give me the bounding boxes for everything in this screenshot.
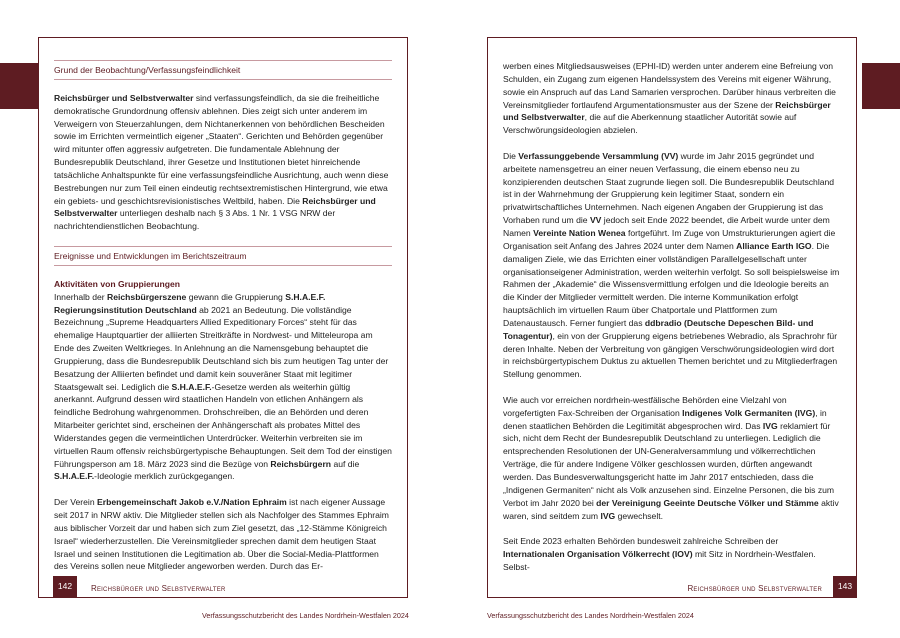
paragraph [54,291,392,484]
paragraph [503,394,841,522]
bold-term: Reichsbürgern [270,458,332,469]
left-page [38,37,408,598]
text-run: -Ideologie merklich zurückgegangen. [94,471,235,482]
bold-term: Erbengemeinschaft Jakob e.V./Nation Ephraim [97,497,287,508]
text-run: sind verfassungsfeindlich, da sie die freiheitliche demokratische Grundordnung offensiv ablehnen. Dies zeigt sich unter anderem im Verweigern von Steuerzahlungen, dem Nichtanerkennen von behördlichen Bescheiden sowie im Errichten vermeintlich eigener „Staaten“. Gerichten und Behörden gegenüber wird mitunter offen aggressiv aufgetreten. Die fundamentale Ablehnung der Bundesrepublik Deutschland, ihrer Gesetze und Institutionen bietet hinreichende tatsächliche Anhaltspunkte für eine verfassungsfeindliche Ausrichtung, auch wenn diese Bestrebungen nur zum Teil einen eindeutig rechtsextremistischen Hintergrund, wie etwa ein gebiets- und geschichtsrevisionistisches Weltbild, haben. Die [54,92,389,206]
paragraph [54,496,392,573]
text-run: jedoch seit Ende 2022 beendet, die Arbeit wurde unter dem Namen [503,215,830,238]
text-run: gewann die Gruppierung [186,291,286,302]
bold-term: S.H.A.E.F. Regierungsinstitution Deutschland [54,291,326,315]
right-side-tab [862,63,900,109]
text-run: mit Sitz in Nordrhein-Westfalen. Selbst- [503,549,816,572]
text-run: , die auf die Aberkennung staatlicher Autorität sowie auf Verschwörungsideologien abzielen. [503,112,797,136]
text-run: , ein von der Gruppierung eigens betriebenes Webradio, als Sprachrohr für deren Inhalte. Neben der Verbreitung von gängigen Verschwörungsideologien wird dort in reichsbürgertypischem Duktus zu aktuellen Themen berichtet und zu Mitgliederfragen Stellung genommen. [503,330,838,380]
text-run: auf die [331,458,360,469]
text-run: aktiv waren, sind seitdem zum [503,497,839,521]
subheading-aktivitaeten: Aktivitäten von Gruppierungen [54,278,181,289]
section-heading-grund: Grund der Beobachtung/Verfassungsfeindlichkeit [54,60,392,80]
text-run: fortgeführt. Im Zuge von Umstrukturierungen agiert die Organisation seit Anfang des Jahres 2024 unter dem Namen [503,227,836,251]
text-run: ab 2021 an Bedeutung. Die vollständige Bezeichnung „Supreme Headquarters Allied Expeditionary Forces“ steht für das ehemalige Hauptquartier der alliierten Streitkräfte in Nordwest- und Mitteleuropa am Ende des Zweiten Weltkrieges. In Anlehnung an die Namensgebung behauptet die Gruppierung, dass die Bundesrepublik Deutschland sich bis zum heutigen Tag unter der Besatzung der Alliierten befindet und damit kein souveräner Staat mit legitimer Staatsgewalt sei. Lediglich die [54,304,389,392]
bold-term: IVG [600,510,616,521]
bold-term: der Vereinigung Geeinte Deutsche Völker und Stämme [596,497,819,508]
bold-term: Verfassunggebende Versammlung (VV) [518,150,679,161]
text-run: Innerhalb der [54,291,108,302]
bold-term: ddbradio (Deutsche Depeschen Bild- und Tonagentur) [503,317,814,341]
paragraph [54,92,392,233]
bold-term: Internationalen Organisation Völkerrecht (IOV) [503,549,693,560]
text-run: . Die damaligen Ziele, wie das Errichten einer vollständigen Parallelgesellschaft unter organisationseigener Administration, werden weiterhin verfolgt. So soll beispielsweise im Rahmen der „Akademie“ die Wissensvermittlung erfolgen und die Ideologie bereits an die Kinder der Mitglieder vermittelt werden. Die interne Kommunikation erfolgt hauptsächlich im virtuellen Raum über Chatportale und Plattformen zum Datenaustausch. Ferner fungiert das [503,240,840,328]
bold-term: Reichsbürger und Selbstverwalter [503,99,831,123]
bold-term: Reichsbürgerszene [107,291,187,302]
bold-term: S.H.A.E.F. [171,381,212,392]
text-run: , in denen staatlichen Behörden die Legitimität abgesprochen wird. Das [503,407,827,431]
text-run: unterliegen deshalb nach § 3 Abs. 1 Nr. 1 VSG NRW der nachrichtendienstlichen Beobachtung. [54,208,336,232]
paragraph [503,535,841,574]
text-run: Seit Ende 2023 erhalten Behörden bundesweit zahlreiche Schreiben der [503,536,779,547]
text-run: ist nach eigener Aussage seit 2017 in NRW aktiv. Die Mitglieder stellen sich als Nachfolger des Stammes Ephraim aus biblischer Vorzeit dar und haben sich zum Ziel gesetzt, das „12-Stämme Königreich Israel“ wiederherzustellen. Die Vereinsmitglieder sprechen damit dem heutigen Staat Israel und seinen Institutionen die Legitimation ab. Über die Social-Media-Plattformen des Vereins sollen neue Mitglieder angeworben werden. Durch das Er- [54,497,389,572]
left-side-tab [0,63,38,109]
page-number: 142 [53,576,77,598]
text-run: Wie auch vor erreichen nordrhein-westfälische Behörden eine Vielzahl von vorgefertigten Fax-Schreiben der Organisation [503,394,787,418]
text-run: reklamiert für sich, nicht dem Recht der Bundesrepublik Deutschland zu unterliegen. Lediglich die entsprechenden Resolutionen der UN-Generalversammlung und völkerrechtlichen Verträge, die für andere Indigene Völker geschlossen wurden, dürften angewandt werden. Das Bundesverwaltungsgericht hatte im Jahr 2017 entschieden, dass die „Indigenen Germaniten“ nicht als Volk anzusehen sind. Einzelne Personen, die bis zum Verbot im Jahr 2020 bei [503,420,835,508]
left-page-content [54,60,392,586]
text-run: -Gesetze werden als weiterhin gültig anerkannt. Aufgrund dessen wird staatlichen Handeln von etlichen Anhängern als feindliche Bedrohung wahrgenommen. Drohschreiben, die an Behörden und deren Mitarbeiter gerichtet sind, erscheinen der Anhängerschaft als probates Mittel des Widerstandes gegen die vermeintlichen Unterdrücker. Weiterhin verbreiten sie im virtuellen Raum offensiv reichsbürgertypische Behauptungen. Seit dem Tod der einstigen Führungsperson am 18. März 2023 sind die Bezüge von [54,381,392,469]
right-page-content [503,60,841,587]
right-page [487,37,857,598]
bold-term: Vereinte Nation Wenea [533,227,626,238]
bold-term: IVG [762,420,778,431]
bold-term: Reichsbürger und Selbstverwalter [54,195,376,219]
paragraph [503,60,841,137]
footer-left: Verfassungsschutzbericht des Landes Nordrhein-Westfalen 2024 [202,611,409,620]
text-run: Der Verein [54,497,97,508]
paragraph [503,150,841,381]
page-number: 143 [833,576,857,598]
text-run: wurde im Jahr 2015 gegründet und arbeitete namensgetreu an einer neuen Verfassung, die einem ebenso neu zu konzipierenden deutschen Staat zugrunde liegen soll. Die Bundesrepublik Deutschland ist in der Wahrnehmung der Gruppierung kein legitimer Staat, sondern ein privatwirtschaftliches Unternehmen. Nach eigenen Angaben der Gruppierung ist das Vorhaben rund um die [503,150,835,226]
text-run: Die [503,150,519,161]
bold-term: VV [589,215,602,226]
text-run: gewechselt. [615,510,664,521]
bold-term: Reichsbürger und Selbstverwalter [54,92,194,103]
running-title: Reichsbürger und Selbstverwalter [91,584,226,593]
text-run: werben eines Mitgliedsausweises (EPHI-ID) werden unter anderem eine Befreiung von Schulden, ein Zugang zum eigenen Handelssystem des Vereins mit eigener Währung, sowie ein Anspruch auf das Land Samarien versprochen. Darüber hinaus verbreiten die Vereinsmitglieder fortlaufend Argumentationsmuster aus der Szene der [503,61,836,110]
running-title: Reichsbürger und Selbstverwalter [687,584,822,593]
bold-term: S.H.A.E.F. [54,471,95,482]
footer-right: Verfassungsschutzbericht des Landes Nordrhein-Westfalen 2024 [487,611,694,620]
bold-term: Indigenes Volk Germaniten (IVG) [682,407,816,418]
bold-term: Alliance Earth IGO [736,240,812,251]
section-heading-ereignisse: Ereignisse und Entwicklungen im Berichtszeitraum [54,246,392,266]
